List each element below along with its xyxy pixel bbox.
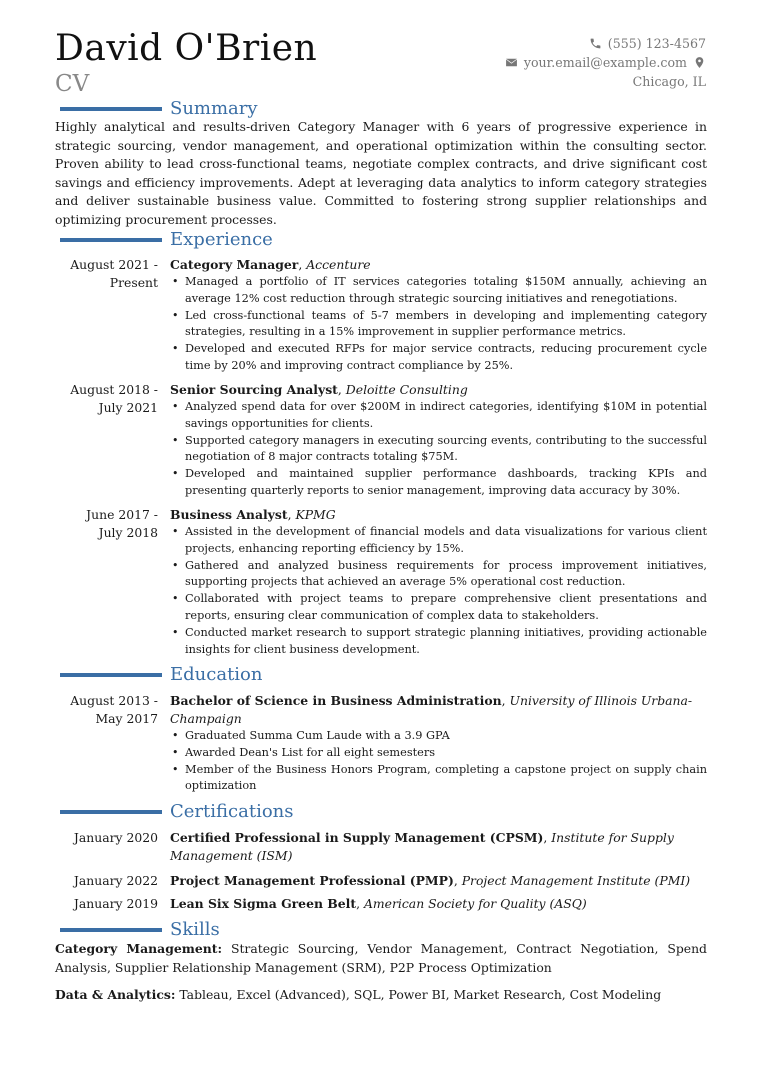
section-title: Skills: [170, 919, 220, 940]
certifications-section-header: [60, 801, 294, 823]
bullet-item: • Assisted in the development of financial models and data visualizations for various client projects, enhancing reporting efficiency by 15%.: [170, 524, 707, 558]
bullet-item: • Supported category managers in executing sourcing events, contributing to the successful negotiation of 8 major contracts totaling $75M.: [170, 433, 707, 467]
skill-label: Data & Analytics:: [55, 987, 176, 1002]
entry-date: [55, 381, 158, 417]
entry-date: January 2019: [73, 896, 158, 911]
job-title: Business Analyst: [170, 507, 288, 522]
date-end: May 2017: [95, 711, 158, 726]
candidate-name: David O'Brien: [55, 28, 318, 69]
section-title: Certifications: [170, 801, 294, 822]
entry-heading: Category Manager, Accenture: [170, 257, 371, 272]
entry-heading: Senior Sourcing Analyst, Deloitte Consulting: [170, 382, 468, 397]
job-title: Category Manager: [170, 257, 299, 272]
bullet-item: • Graduated Summa Cum Laude with a 3.9 GPA: [170, 728, 707, 745]
date-start: June 2017 -: [86, 507, 158, 522]
experience-section-header: [60, 229, 273, 251]
certification-title: Project Management Professional (PMP): [170, 873, 454, 888]
certification-title: Certified Professional in Supply Management (CPSM): [170, 830, 544, 845]
phone-icon: [589, 37, 602, 50]
skill-group: [55, 939, 707, 977]
summary-section-header: [60, 98, 258, 120]
skill-label: Category Management:: [55, 941, 223, 956]
contact-phone[interactable]: [505, 34, 706, 53]
entry-heading: Certified Professional in Supply Management (CPSM), Institute for Supply Management (ISM): [170, 830, 674, 863]
email-text: your.email@example.com: [523, 55, 687, 70]
section-accent-bar: [60, 810, 162, 814]
skill-group: [55, 985, 707, 1004]
skills-section-header: [60, 919, 220, 941]
skill-value: Strategic Sourcing, Vendor Management, Contract Negotiation, Spend Analysis, Supplier Relationship Management (SRM), P2P Process Optimization: [55, 941, 707, 975]
bullet-list: [170, 399, 707, 500]
section-accent-bar: [60, 928, 162, 932]
section-accent-bar: [60, 673, 162, 677]
location-text: Chicago, IL: [632, 74, 706, 89]
section-title: Education: [170, 664, 263, 685]
bullet-list: [170, 728, 707, 795]
job-title: Senior Sourcing Analyst: [170, 382, 338, 397]
section-accent-bar: [60, 238, 162, 242]
section-title: Experience: [170, 229, 273, 250]
section-accent-bar: [60, 107, 162, 111]
bullet-list: [170, 524, 707, 658]
date-end: July 2021: [98, 400, 158, 415]
issuer: Institute for Supply Management (ISM): [170, 830, 674, 863]
entry-date: [55, 506, 158, 542]
map-marker-icon: [693, 56, 706, 69]
contact-email[interactable]: [505, 53, 706, 72]
phone-text: (555) 123-4567: [607, 36, 706, 51]
entry-date: [55, 692, 158, 728]
bullet-item: • Gathered and analyzed business requirements for process improvement initiatives, supporting projects that achieved an average 5% operational cost reduction.: [170, 558, 707, 592]
issuer: Project Management Institute (PMI): [461, 873, 691, 888]
date-end: Present: [109, 275, 158, 290]
certification-title: Lean Six Sigma Green Belt: [170, 896, 357, 911]
document-subtitle: CV: [55, 71, 90, 97]
degree-title: Bachelor of Science in Business Administration: [170, 693, 502, 708]
bullet-item: • Led cross-functional teams of 5-7 members in developing and implementing category strategies, resulting in a 15% improvement in supplier performance metrics.: [170, 308, 707, 342]
bullet-item: • Analyzed spend data for over $200M in indirect categories, identifying $10M in potential savings opportunities for clients.: [170, 399, 707, 433]
education-section-header: [60, 664, 263, 686]
summary-text: Highly analytical and results-driven Category Manager with 6 years of progressive experience in strategic sourcing, vendor management, and operational optimization within the consulting sector. Proven ability to lead cross-functional teams, negotiate complex contracts, and drive significant cost savings and efficiency improvements. Adept at leveraging data analytics to inform category strategies and deliver sustainable business value. Committed to fostering strong supplier relationships and optimizing procurement processes.: [55, 119, 707, 227]
entry-date: January 2022: [73, 873, 158, 888]
contact-info: [505, 34, 706, 91]
section-title: Summary: [170, 98, 258, 119]
date-start: August 2021 -: [70, 257, 158, 272]
bullet-item: • Conducted market research to support strategic planning initiatives, providing actionable insights for client business development.: [170, 625, 707, 659]
entry-date: [55, 256, 158, 292]
skill-value: Tableau, Excel (Advanced), SQL, Power BI, Market Research, Cost Modeling: [179, 987, 662, 1002]
bullet-list: [170, 274, 707, 375]
contact-location: [505, 72, 706, 91]
bullet-item: • Developed and executed RFPs for major service contracts, reducing procurement cycle time by 20% and improving contract compliance by 25%.: [170, 341, 707, 375]
entry-heading: Business Analyst, KPMG: [170, 507, 336, 522]
institution: University of Illinois Urbana-Champaign: [170, 693, 693, 726]
date-end: July 2018: [98, 525, 158, 540]
employer: Accenture: [306, 257, 371, 272]
bullet-item: • Developed and maintained supplier performance dashboards, tracking KPIs and presenting quarterly reports to senior management, improving data accuracy by 30%.: [170, 466, 707, 500]
date-start: August 2018 -: [70, 382, 158, 397]
date-start: August 2013 -: [70, 693, 158, 708]
envelope-icon: [505, 56, 518, 69]
employer: Deloitte Consulting: [345, 382, 468, 397]
entry-heading: Project Management Professional (PMP), Project Management Institute (PMI): [170, 873, 691, 888]
entry-date: January 2020: [73, 830, 158, 845]
bullet-item: • Managed a portfolio of IT services categories totaling $150M annually, achieving an average 12% cost reduction through strategic sourcing initiatives and renegotiations.: [170, 274, 707, 308]
entry-heading: Lean Six Sigma Green Belt, American Society for Quality (ASQ): [170, 896, 587, 911]
entry-heading: Bachelor of Science in Business Administration, University of Illinois Urbana-Champaign: [170, 693, 693, 726]
bullet-item: • Member of the Business Honors Program, completing a capstone project on supply chain optimization: [170, 762, 707, 796]
bullet-item: • Collaborated with project teams to prepare comprehensive client presentations and reports, ensuring clear communication of complex data to stakeholders.: [170, 591, 707, 625]
issuer: American Society for Quality (ASQ): [363, 896, 587, 911]
employer: KPMG: [295, 507, 336, 522]
bullet-item: • Awarded Dean's List for all eight semesters: [170, 745, 707, 762]
